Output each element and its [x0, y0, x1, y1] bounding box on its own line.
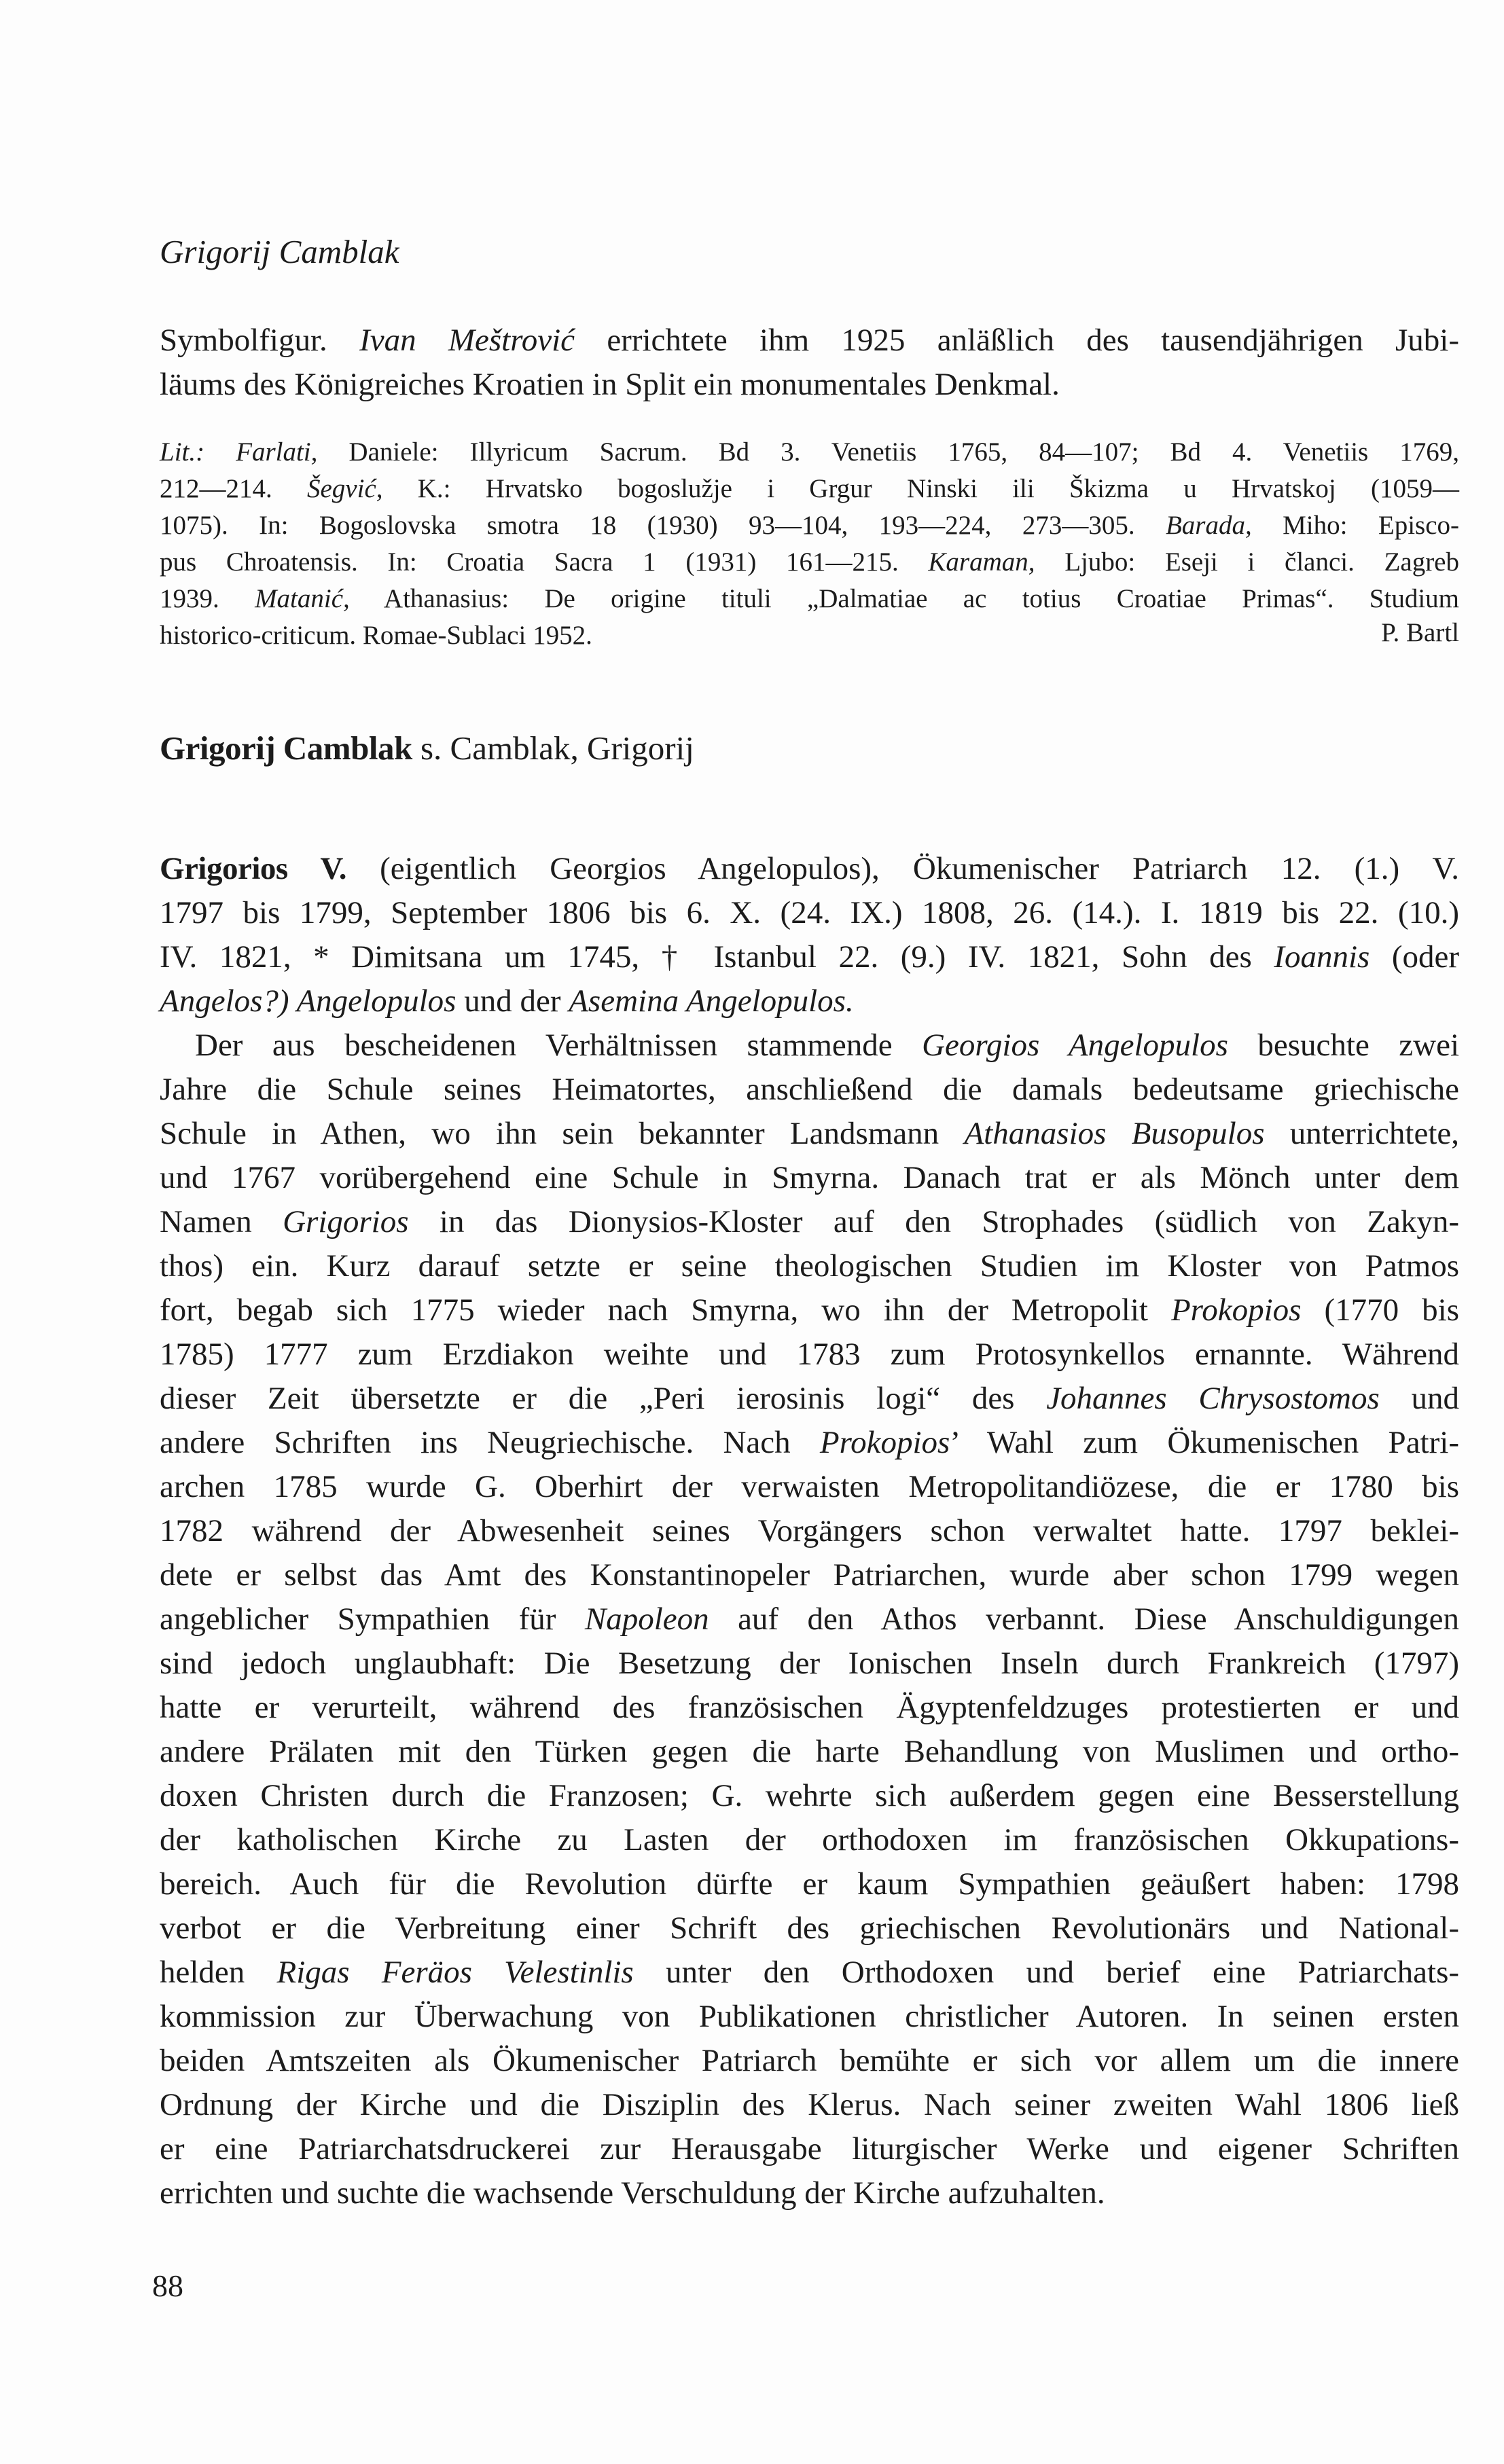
cross-reference-entry	[160, 729, 1459, 767]
italic-text: Matanić,	[255, 584, 350, 613]
text-line: doxen Christen durch die Franzosen; G. wehrte sich außerdem gegen eine Besserstellung	[160, 1778, 1459, 1813]
text-line: errichten und suchte die wachsende Verschuldung der Kirche aufzuhalten.	[160, 2175, 1105, 2211]
literature-line: 1075). In: Bogoslovska smotra 18 (1930) 93—104, 193—224, 273—305. Barada, Miho: Episco-	[160, 511, 1459, 540]
italic-text: Athanasios Busopulos	[964, 1116, 1265, 1151]
italic-text: Asemina Angelopulos.	[569, 983, 854, 1019]
text-line: andere Schriften ins Neugriechische. Nach Prokopios’ Wahl zum Ökumenischen Patri-	[160, 1425, 1459, 1460]
text-line: läums des Königreiches Kroatien in Split ein monumentales Denkmal.	[160, 367, 1060, 402]
literature-line: historico-criticum. Romae-Sublaci 1952.	[160, 621, 592, 650]
text-line: Der aus bescheidenen Verhältnissen stammende Georgios Angelopulos besuchte zwei	[195, 1028, 1460, 1063]
running-head: Grigorij Camblak	[160, 233, 399, 270]
text-line: dieser Zeit übersetzte er die „Peri ierosinis logi“ des Johannes Chrysostomos und	[160, 1381, 1459, 1416]
text-line: verbot er die Verbreitung einer Schrift des griechischen Revolutionärs und National-	[160, 1910, 1459, 1946]
text-line: 1785) 1777 zum Erzdiakon weihte und 1783 zum Protosynkellos ernannte. Während	[160, 1337, 1459, 1372]
text-line: Namen Grigorios in das Dionysios-Kloster auf den Strophades (südlich von Zakyn-	[160, 1204, 1459, 1239]
text-line: helden Rigas Feräos Velestinlis unter den Orthodoxen und berief eine Patriarchats-	[160, 1955, 1460, 1990]
cross-reference-headword: Grigorij Camblak	[160, 729, 412, 767]
italic-text: Lit.: Farlati,	[160, 437, 318, 467]
author-signature: P. Bartl	[1381, 618, 1459, 647]
text-line: hatte er verurteilt, während des französischen Ägyptenfeldzuges protestierten er und	[160, 1690, 1459, 1725]
literature-line: 212—214. Šegvić, K.: Hrvatsko bogoslužje i Grgur Ninski ili Škizma u Hrvatskoj (1059—	[160, 474, 1459, 503]
text-line: bereich. Auch für die Revolution dürfte er kaum Sympathien geäußert haben: 1798	[160, 1866, 1459, 1902]
literature-line: pus Chroatensis. In: Croatia Sacra 1 (1931) 161—215. Karaman, Ljubo: Eseji i članci. Zagreb	[160, 547, 1459, 577]
text-line: andere Prälaten mit den Türken gegen die harte Behandlung von Muslimen und ortho-	[160, 1734, 1459, 1769]
text-line: Grigorios V. (eigentlich Georgios Angelopulos), Ökumenischer Patriarch 12. (1.) V.	[160, 851, 1459, 886]
italic-text: Prokopios	[1170, 1292, 1302, 1328]
italic-text: Georgios Angelopulos	[922, 1028, 1228, 1063]
page-number: 88	[152, 2268, 183, 2303]
text-line: Ordnung der Kirche und die Disziplin des Klerus. Nach seiner zweiten Wahl 1806 ließ	[160, 2087, 1459, 2122]
text-line: Angelos?) Angelopulos und der Asemina Angelopulos.	[160, 983, 854, 1019]
text-line: der katholischen Kirche zu Lasten der orthodoxen im französischen Okkupations-	[160, 1822, 1459, 1858]
italic-text: Prokopios	[819, 1425, 950, 1460]
text-line: beiden Amtszeiten als Ökumenischer Patriarch bemühte er sich vor allem um die innere	[160, 2043, 1459, 2078]
text-line: Schule in Athen, wo ihn sein bekannter Landsmann Athanasios Busopulos unterrichtete,	[160, 1116, 1459, 1151]
italic-text: Napoleon	[584, 1601, 709, 1637]
italic-text: Karaman,	[928, 547, 1035, 577]
literature-line: 1939. Matanić, Athanasius: De origine tituli „Dalmatiae ac totius Croatiae Primas“. Studium	[160, 584, 1460, 613]
italic-text: Johannes Chrysostomos	[1046, 1381, 1380, 1416]
text-line: IV. 1821, * Dimitsana um 1745, † Istanbul 22. (9.) IV. 1821, Sohn des Ioannis (oder	[160, 939, 1459, 975]
text-line: 1782 während der Abwesenheit seines Vorgängers schon verwaltet hatte. 1797 beklei-	[160, 1513, 1459, 1548]
text-line: fort, begab sich 1775 wieder nach Smyrna, wo ihn der Metropolit Prokopios (1770 bis	[160, 1292, 1459, 1328]
italic-text: Rigas Feräos Velestinlis	[276, 1955, 634, 1990]
italic-text: Ioannis	[1274, 939, 1370, 975]
italic-text: Angelos?) Angelopulos	[160, 983, 456, 1019]
text-line: dete er selbst das Amt des Konstantinopeler Patriarchen, wurde aber schon 1799 wegen	[160, 1557, 1459, 1593]
entry-headword: Grigorios V.	[160, 851, 347, 886]
literature-line: Lit.: Farlati, Daniele: Illyricum Sacrum. Bd 3. Venetiis 1765, 84—107; Bd 4. Venetiis 1769,	[160, 437, 1460, 467]
text-line: und 1767 vorübergehend eine Schule in Smyrna. Danach trat er als Mönch unter dem	[160, 1160, 1459, 1195]
text-line: er eine Patriarchatsdruckerei zur Herausgabe liturgischer Werke und eigener Schriften	[160, 2131, 1459, 2167]
text-line: Symbolfigur. Ivan Meštrović errichtete ihm 1925 anläßlich des tausendjährigen Jubi-	[160, 323, 1459, 358]
text-line: 1797 bis 1799, September 1806 bis 6. X. (24. IX.) 1808, 26. (14.). I. 1819 bis 22. (10.)	[160, 895, 1459, 930]
italic-text: Ivan Meštrović	[359, 323, 575, 358]
italic-text: Grigorios	[283, 1204, 409, 1239]
italic-text: Šegvić,	[307, 474, 383, 503]
text-line: angeblicher Sympathien für Napoleon auf den Athos verbannt. Diese Anschuldigungen	[160, 1601, 1459, 1637]
text-line: sind jedoch unglaubhaft: Die Besetzung der Ionischen Inseln durch Frankreich (1797)	[160, 1646, 1459, 1681]
text-line: kommission zur Überwachung von Publikationen christlicher Autoren. In seinen ersten	[160, 1999, 1459, 2034]
italic-text: Barada,	[1165, 511, 1252, 540]
text-line: thos) ein. Kurz darauf setzte er seine theologischen Studien im Kloster von Patmos	[160, 1248, 1459, 1284]
text-line: Jahre die Schule seines Heimatortes, anschließend die damals bedeutsame griechische	[160, 1072, 1459, 1107]
text-line: archen 1785 wurde G. Oberhirt der verwaisten Metropolitandiözese, die er 1780 bis	[160, 1469, 1459, 1504]
cross-reference-target: s. Camblak, Grigorij	[412, 729, 694, 767]
